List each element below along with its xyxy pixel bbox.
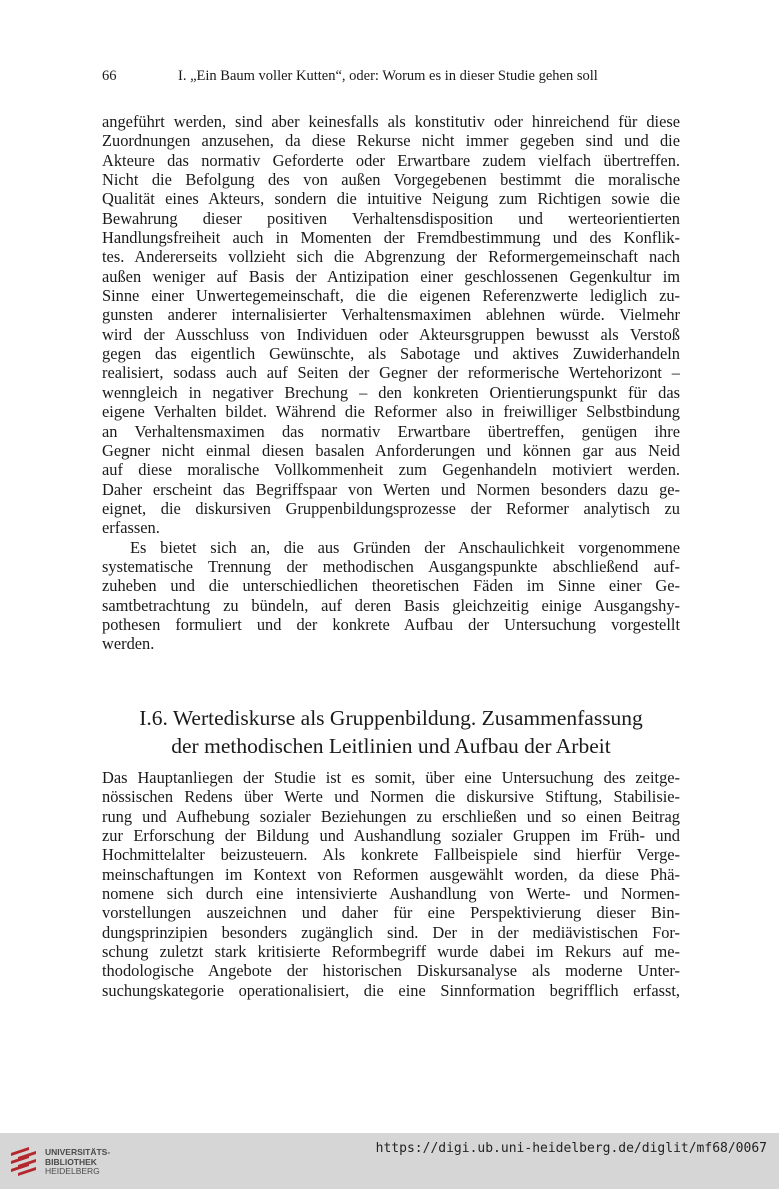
text-line: Qualität eines Akteurs, sondern die intuitive Neigung zum Richtigen sowie die [102, 189, 680, 209]
page-number: 66 [102, 68, 117, 84]
text-line: vorstellungen auszeichnen und daher für eine Perspektivierung dieser Bin- [102, 903, 680, 923]
text-line: tes. Andererseits vollzieht sich die Abgrenzung der Reformergemeinschaft nach [102, 247, 680, 267]
text-line: meinschaftungen im Kontext von Reformen ausgewählt worden, da diese Phä- [102, 864, 680, 884]
text-line: nomene sich durch eine intensivierte Aushandlung von Werte- und Normen- [102, 884, 680, 904]
body-text-upper [102, 112, 680, 654]
text-line: Zuordnungen anzusehen, da diese Rekurse nicht immer gegeben sind und die [102, 131, 680, 151]
text-line: suchungskategorie operationalisiert, die eine Sinnformation begrifflich erfasst, [102, 980, 680, 1000]
text-line: Akteure das normativ Geforderte oder Erwartbare zudem vielfach übertreffen. [102, 150, 680, 170]
library-name-line: BIBLIOTHEK [45, 1156, 97, 1167]
library-name [45, 1148, 110, 1177]
text-line: an Verhaltensmaximen das normativ Erwartbare übertreffen, genügen ihre [102, 421, 680, 441]
text-line: Gegner nicht einmal diesen basalen Anforderungen und können gar aus Neid [102, 440, 680, 460]
text-line: Nicht die Befolgung des von außen Vorgegebenen bestimmt die moralische [102, 170, 680, 190]
text-line: Hochmittelalter beizusteuern. Als konkrete Fallbeispiele sind hierfür Verge- [102, 845, 680, 865]
text-line: wenngleich in negativer Brechung – den konkreten Orientierungspunkt für das [102, 382, 680, 402]
footer-bar [0, 1133, 779, 1189]
heading-line: der methodischen Leitlinien und Aufbau der Arbeit [171, 734, 611, 758]
text-line: angeführt werden, sind aber keinesfalls als konstitutiv oder hinreichend für diese [102, 112, 680, 131]
text-line: samtbetrachtung zu bündeln, auf deren Basis gleichzeitig einige Ausgangshy- [102, 595, 680, 615]
text-line: Das Hauptanliegen der Studie ist es somit, über eine Untersuchung des zeitge- [102, 768, 680, 787]
text-line: gunsten anderer internalisierter Verhaltensmaximen ablehnen würde. Vielmehr [102, 305, 680, 325]
text-line: gegen das eigentlich Gewünschte, als Sabotage und aktives Zuwiderhandeln [102, 344, 680, 364]
text-line: Es bietet sich an, die aus Gründen der Anschaulichkeit vorgenommene [130, 537, 680, 557]
text-line: auf diese moralische Vollkommenheit zum Gegenhandeln motiviert werden. [102, 460, 680, 480]
section-heading [102, 704, 680, 760]
text-line: Handlungsfreiheit auch in Momenten der Fremdbestimmung und des Konflik- [102, 228, 680, 248]
library-name-line: HEIDELBERG [45, 1166, 100, 1176]
library-name-line: UNIVERSITÄTS- [45, 1147, 111, 1157]
text-line: dungsprinzipien besonders zugänglich sind. Der in der mediävistischen For- [102, 922, 680, 942]
text-line: Bewahrung dieser positiven Verhaltensdisposition und werteorientierten [102, 208, 680, 228]
permalink-url[interactable]: https://digi.ub.uni-heidelberg.de/diglit/mf68/0067 [375, 1141, 767, 1156]
text-line: eigene Verhalten bildet. Während die Reformer also in freiwilliger Selbstbindung [102, 402, 680, 422]
text-line: pothesen formuliert und der konkrete Aufbau der Untersuchung vorgestellt [102, 614, 680, 634]
text-line: systematische Trennung der methodischen Ausgangspunkte abschließend auf- [102, 556, 680, 576]
text-line: realisiert, sodass auch auf Seiten der Gegner der reformerische Wertehorizont – [102, 363, 680, 383]
text-line: zur Erforschung der Bildung und Aushandlung sozialer Gruppen im Früh- und [102, 826, 680, 846]
text-line: thodologische Angebote der historischen Diskursanalyse als moderne Unter- [102, 961, 680, 981]
text-line: wird der Ausschluss von Individuen oder Akteursgruppen bewusst als Verstoß [102, 324, 680, 344]
running-head-title: I. „Ein Baum voller Kutten“, oder: Worum es in dieser Studie gehen soll [178, 68, 598, 84]
text-line: Daher erscheint das Begriffspaar von Werten und Normen besonders dazu ge- [102, 479, 680, 499]
text-line: schung zuletzt stark kritisierte Reformbegriff wurde dabei im Rekurs auf me- [102, 942, 680, 962]
text-line: rung und Aufhebung sozialer Beziehungen zu erschließen und so einen Beitrag [102, 806, 680, 826]
body-text-lower [102, 768, 680, 1000]
text-line: außen weniger auf Basis der Antizipation einer geschlossenen Gegenkultur im [102, 266, 680, 286]
text-line: nössischen Redens über Werte und Normen die diskursive Stiftung, Stabilisie- [102, 787, 680, 807]
text-line: Sinne einer Unwertegemeinschaft, die die eigenen Referenzwerte lediglich zu- [102, 286, 680, 306]
text-line: werden. [102, 634, 155, 654]
heading-line: I.6. Wertediskurse als Gruppenbildung. Zusammenfassung [139, 706, 643, 730]
text-line: erfassen. [102, 518, 160, 538]
text-line: zuheben und die unterschiedlichen theoretischen Fäden im Sinne einer Ge- [102, 576, 680, 596]
library-logo-icon [9, 1143, 41, 1177]
text-line: eignet, die diskursiven Gruppenbildungsprozesse der Reformer analytisch zu [102, 498, 680, 518]
paragraph-2 [102, 538, 680, 654]
paragraph-1 [102, 112, 680, 538]
running-head [102, 67, 682, 85]
paragraph-3 [102, 768, 680, 1000]
